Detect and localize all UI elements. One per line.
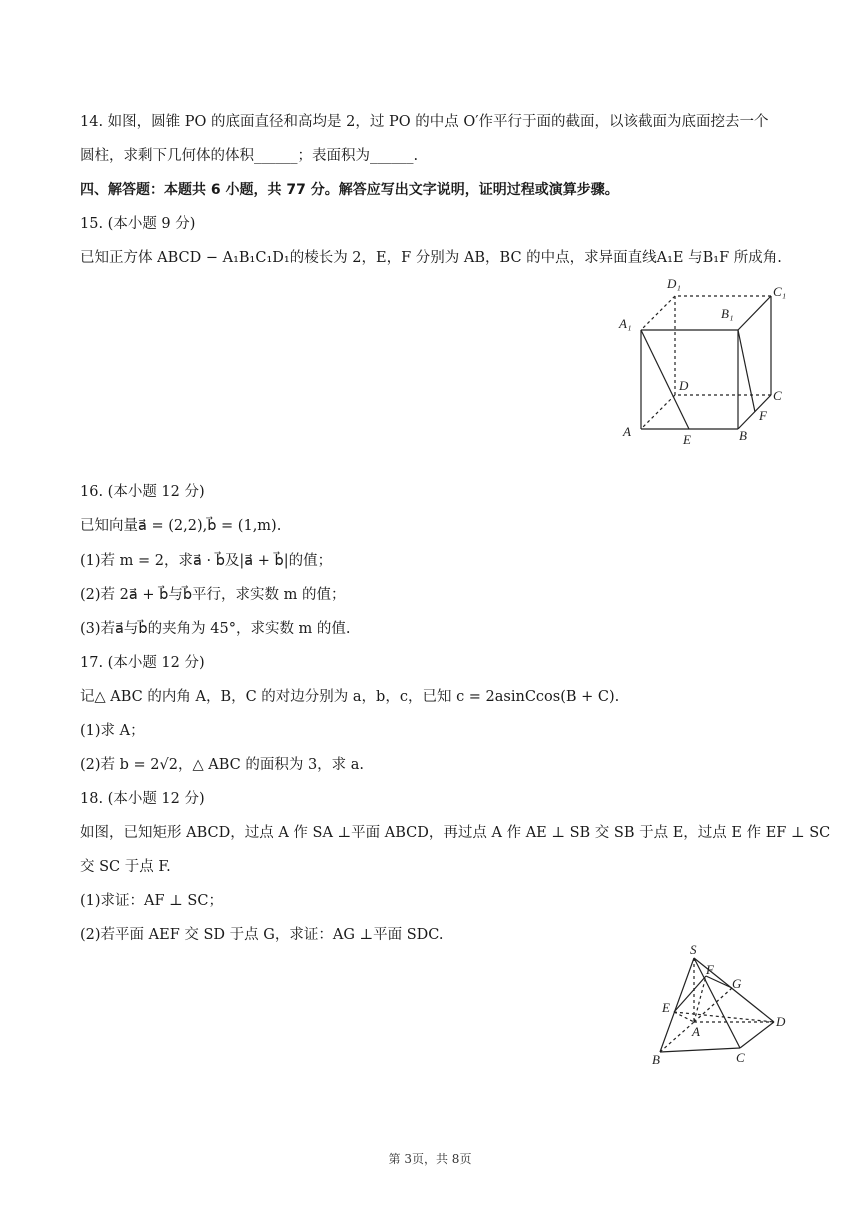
cube-label-e: E [683, 432, 691, 447]
q15-heading: 15. (本小题 9 分) [80, 216, 196, 232]
q14-line2: 圆柱，求剩下几何体的体积______；表面积为______. [80, 148, 419, 164]
cube-figure [615, 268, 795, 448]
q18-text-line1: 如图，已知矩形 ABCD，过点 A 作 SA ⊥平面 ABCD，再过点 A 作 AE ⊥ SB 交 SB 于点 E，过点 E 作 EF ⊥ SC [80, 825, 831, 841]
q17-heading: 17. (本小题 12 分) [80, 655, 205, 671]
pyramid-label-g: G [732, 976, 742, 991]
cube-label-c: C [773, 388, 782, 403]
cube-label-b: B [739, 428, 747, 443]
q14-line1: 14. 如图，圆锥 PO 的底面直径和高均是 2，过 PO 的中点 O′作平行于面的截面，以该截面为底面挖去一个 [80, 114, 769, 130]
cube-label-d1: D₁ [667, 276, 681, 291]
q18-heading: 18. (本小题 12 分) [80, 791, 205, 807]
q17-text: 记△ ABC 的内角 A，B，C 的对边分别为 a，b，c，已知 c = 2asinCcos(B + C). [80, 689, 620, 705]
pyramid-label-s: S [690, 942, 697, 957]
cube-label-f: F [759, 408, 767, 423]
cube-label-a: A [623, 424, 631, 439]
cube-label-a1: A₁ [619, 316, 632, 331]
cube-label-c1: C₁ [773, 284, 787, 299]
pyramid-label-f: F [706, 962, 714, 977]
q15-text: 已知正方体 ABCD − A₁B₁C₁D₁的棱长为 2，E，F 分别为 AB，BC 的中点，求异面直线A₁E 与B₁F 所成角. [80, 250, 782, 266]
pyramid-figure [648, 942, 798, 1072]
pyramid-label-e: E [662, 1000, 670, 1015]
q18-part2: (2)若平面 AEF 交 SD 于点 G，求证：AG ⊥平面 SDC. [80, 927, 444, 943]
q17-part2: (2)若 b = 2√2，△ ABC 的面积为 3，求 a. [80, 757, 365, 773]
q16-heading: 16. (本小题 12 分) [80, 484, 205, 500]
q18-part1: (1)求证：AF ⊥ SC； [80, 893, 223, 909]
cube-label-d: D [679, 378, 689, 393]
q16-part1: (1)若 m = 2，求a⃗ · b⃗及|a⃗ + b⃗|的值； [80, 553, 333, 569]
q16-part3: (3)若a⃗与b⃗的夹角为 45°，求实数 m 的值. [80, 621, 351, 637]
pyramid-label-c: C [736, 1050, 745, 1065]
q16-text: 已知向量a⃗ = (2,2),b⃗ = (1,m). [80, 518, 282, 534]
q18-text-line2: 交 SC 于点 F. [80, 859, 171, 875]
cube-label-b1: B₁ [721, 306, 734, 321]
pyramid-label-d: D [776, 1014, 786, 1029]
pyramid-label-b: B [652, 1052, 660, 1067]
pyramid-label-a: A [692, 1024, 700, 1039]
q17-part1: (1)求 A； [80, 723, 145, 739]
q16-part2: (2)若 2a⃗ + b⃗与b⃗平行，求实数 m 的值； [80, 587, 346, 603]
section4-heading: 四、解答题：本题共 6 小题，共 77 分。解答应写出文字说明，证明过程或演算步骤。 [80, 182, 619, 198]
page-footer: 第 3页，共 8页 [388, 1152, 472, 1166]
